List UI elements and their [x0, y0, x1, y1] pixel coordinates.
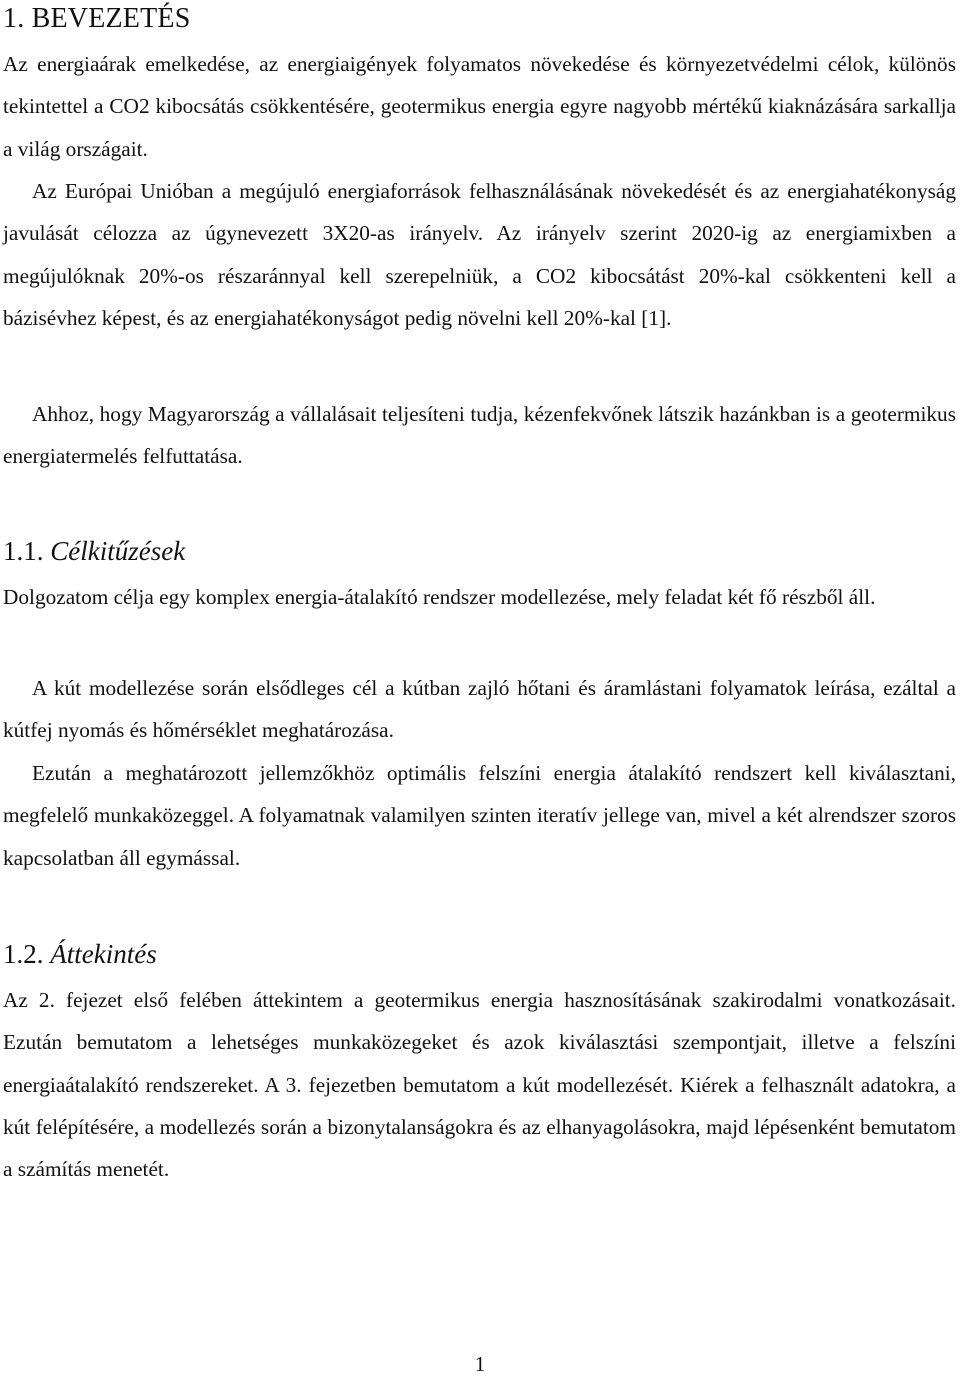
goals-paragraph-3: Ezután a meghatározott jellemzőkhöz optimális felszíni energia átalakító rendszert kell kiválasztani, megfelelő munkaközeggel. A folyamatnak valamilyen szinten iteratív jellege van, mivel a két alrendszer szoros kapcsolatban áll egymással.: [3, 761, 956, 870]
section-number: 1.2.: [3, 939, 44, 969]
page-number: 1: [474, 1352, 486, 1376]
section-title: Áttekintés: [50, 939, 157, 969]
goals-paragraph-2: A kút modellezése során elsődleges cél a kútban zajló hőtani és áramlástani folyamatok leírása, ezáltal a kútfej nyomás és hőmérséklet meghatározása.: [3, 676, 956, 743]
intro-paragraph-3: Ahhoz, hogy Magyarország a vállalásait teljesíteni tudja, kézenfekvőnek látszik hazánkban is a geotermikus energiatermelés felfuttatása.: [3, 402, 956, 469]
section-title: Célkitűzések: [50, 536, 186, 566]
section-heading-overview: [3, 936, 157, 972]
chapter-heading: 1. BEVEZETÉS: [3, 3, 191, 34]
goals-paragraph-1: Dolgozatom célja egy komplex energia-átalakító rendszer modellezése, mely feladat két fő részből áll.: [3, 585, 876, 609]
intro-paragraph-1: Az energiaárak emelkedése, az energiaigények folyamatos növekedése és környezetvédelmi célok, különös tekintettel a CO2 kibocsátás csökkentésére, geotermikus energia egyre nagyobb mértékű kiaknázására sarkallja a világ országait.: [3, 52, 956, 161]
section-number: 1.1.: [3, 536, 44, 566]
intro-paragraph-2: Az Európai Unióban a megújuló energiaforrások felhasználásának növekedését és az energiahatékonyság javulását célozza az úgynevezett 3X20-as irányelv. Az irányelv szerint 2020-ig az energiamixben a megújulóknak 20%-os részaránnyal kell szerepelniük, a CO2 kibocsátást 20%-kal csökkenteni kell a bázisévhez képest, és az energiahatékonyságot pedig növelni kell 20%-kal [1].: [3, 179, 956, 330]
section-heading-goals: [3, 533, 185, 569]
overview-paragraph-1: Az 2. fejezet első felében áttekintem a geotermikus energia hasznosításának szakirodalmi vonatkozásait. Ezután bemutatom a lehetséges munkaközegeket és azok kiválasztási szempontjait, illetve a felszíni energiaátalakító rendszereket. A 3. fejezetben bemutatom a kút modellezését. Kiérek a felhasznált adatokra, a kút felépítésére, a modellezés során a bizonytalanságokra és az elhanyagolásokra, majd lépésenként bemutatom a számítás menetét.: [3, 988, 956, 1182]
